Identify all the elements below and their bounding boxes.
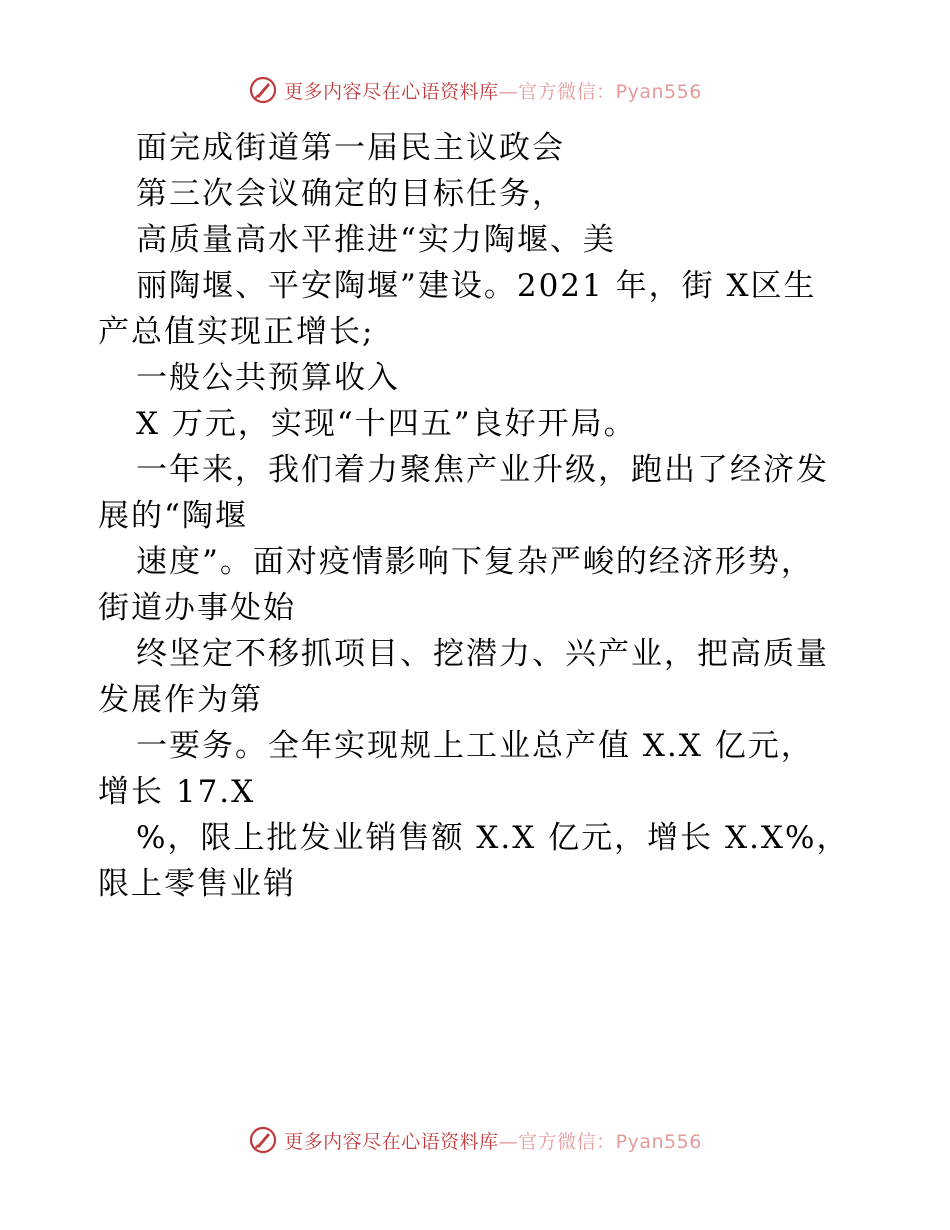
text-line: 一要务。全年实现规上工业总产值 X.X 亿元， bbox=[136, 728, 814, 764]
header-watermark bbox=[0, 72, 950, 108]
footer-watermark bbox=[0, 1122, 950, 1158]
text-line: 一般公共预算收入 bbox=[136, 360, 400, 396]
watermark-text: 更多内容尽在心语资料库—官方微信：Pyan556 bbox=[284, 80, 702, 103]
text-line: 速度”。面对疫情影响下复杂严峻的经济形势， bbox=[136, 544, 814, 580]
text-line: 展的“陶堰 bbox=[98, 498, 248, 534]
text-line: 限上零售业销 bbox=[98, 866, 296, 902]
text-line: 增长 17.X bbox=[98, 774, 256, 810]
text-line: 丽陶堰、平安陶堰”建设。2021 年，街 X区生 bbox=[136, 268, 817, 304]
watermark-text: 更多内容尽在心语资料库—官方微信：Pyan556 bbox=[284, 1130, 702, 1153]
document-body bbox=[98, 125, 858, 907]
text-line: 产总值实现正增长; bbox=[98, 314, 375, 350]
text-line: %，限上批发业销售额 X.X 亿元，增长 X.X%， bbox=[136, 820, 850, 856]
text-line: 发展作为第 bbox=[98, 682, 263, 718]
text-line: 一年来，我们着力聚焦产业升级，跑出了经济发 bbox=[136, 452, 829, 488]
text-line: 终坚定不移抓项目、挖潜力、兴产业，把高质量 bbox=[136, 636, 829, 672]
text-line: 面完成街道第一届民主议政会 bbox=[136, 130, 565, 166]
text-line: 街道办事处始 bbox=[98, 590, 296, 626]
text-line: X 万元，实现“十四五”良好开局。 bbox=[136, 406, 637, 442]
red-quill-logo-icon bbox=[248, 1125, 278, 1155]
text-line: 第三次会议确定的目标任务， bbox=[136, 176, 565, 212]
text-line: 高质量高水平推进“实力陶堰、美 bbox=[136, 222, 616, 258]
red-quill-logo-icon bbox=[248, 75, 278, 105]
